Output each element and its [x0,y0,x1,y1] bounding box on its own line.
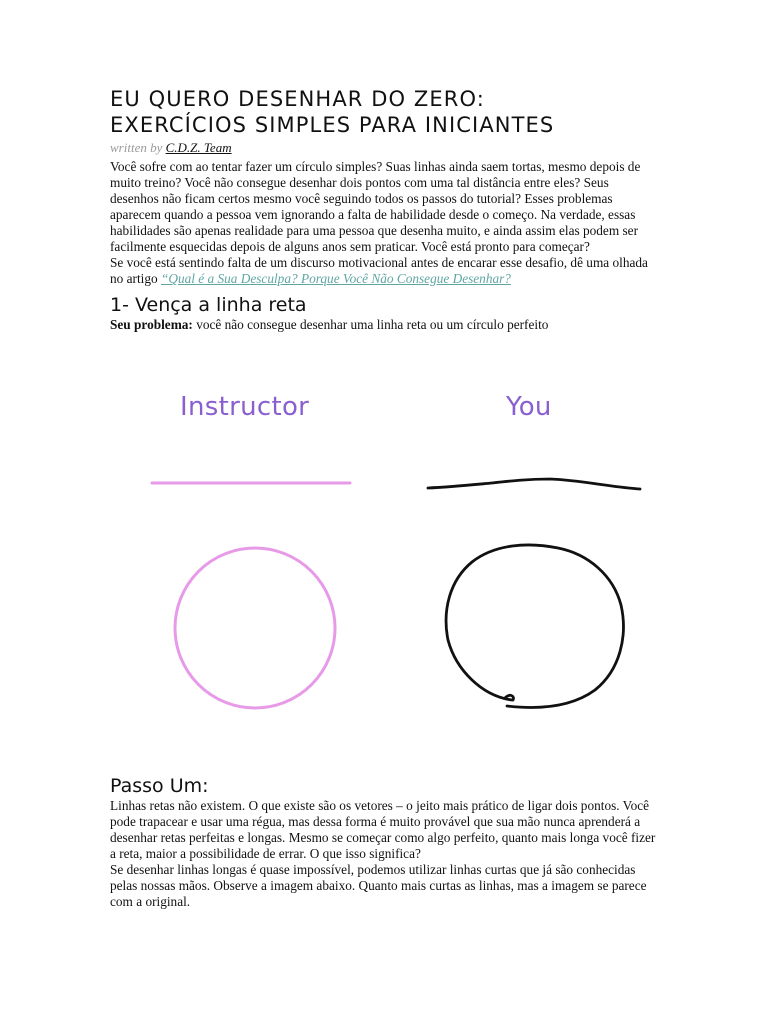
problem-statement [110,317,658,333]
byline-prefix: written by [110,140,166,155]
intro-paragraph-2 [110,255,658,287]
intro-paragraph-2-text: Se você está sentindo falta de um discurso motivacional antes de encarar esse desafio, dê uma olhada no artigo [110,255,648,286]
title-line-1: EU QUERO DESENHAR DO ZERO: [110,87,485,111]
author-link[interactable]: C.D.Z. Team [165,140,232,155]
section-passo-um [110,774,658,910]
passo-um-paragraph-1: Linhas retas não existem. O que existe são os vetores – o jeito mais prático de ligar dois pontos. Você pode trapacear e usar uma régua, mas dessa forma é muito provável que sua mão nunca aprenderá a desenhar retas perfeitas e longas. Mesmo se começar como algo perfeito, quanto mais longa você fizer a reta, maior a possibilidade de errar. O que isso significa? [110,798,656,861]
section-1-heading: 1- Vença a linha reta [110,294,307,316]
problem-text: você não consegue desenhar uma linha reta ou um círculo perfeito [192,317,549,332]
article-link[interactable]: “Qual é a Sua Desculpa? Porque Você Não Consegue Desenhar? [160,271,511,286]
instructor-circle [175,548,335,708]
instructor-label: Instructor [180,392,310,422]
page-title [110,86,658,138]
comparison-drawing [110,370,658,730]
passo-um-paragraph-2: Se desenhar linhas longas é quase impossível, podemos utilizar linhas curtas que já são conhecidas pelas nossas mãos. Observe a imagem abaixo. Quanto mais curtas as linhas, mas a imagem se parece com a original. [110,862,647,909]
article-header [110,86,658,333]
problem-label: Seu problema: [110,317,193,332]
you-label: You [506,392,552,422]
passo-um-heading: Passo Um: [110,775,209,797]
intro-paragraph-1: Você sofre com ao tentar fazer um círculo simples? Suas linhas ainda saem tortas, mesmo depois de muito treino? Você não consegue desenhar dois pontos com uma tal distância entre eles? Seus desenhos não ficam certos mesmo você seguindo todos os passos do tutorial? Esses problemas aparecem quando a pessoa vem ignorando a falta de habilidade desde o começo. Na verdade, essas habilidades são apenas realidade para uma pessoa que desenha muito, e ainda assim elas podem ser facilmente esquecidas depois de alguns anos sem praticar. Você está pronto para começar? [110,159,641,254]
student-wobbly-line [428,479,640,489]
title-line-2: EXERCÍCIOS SIMPLES PARA INICIANTES [110,113,555,137]
student-wobbly-circle [446,545,623,707]
byline [110,140,658,155]
comparison-figure [110,370,658,730]
